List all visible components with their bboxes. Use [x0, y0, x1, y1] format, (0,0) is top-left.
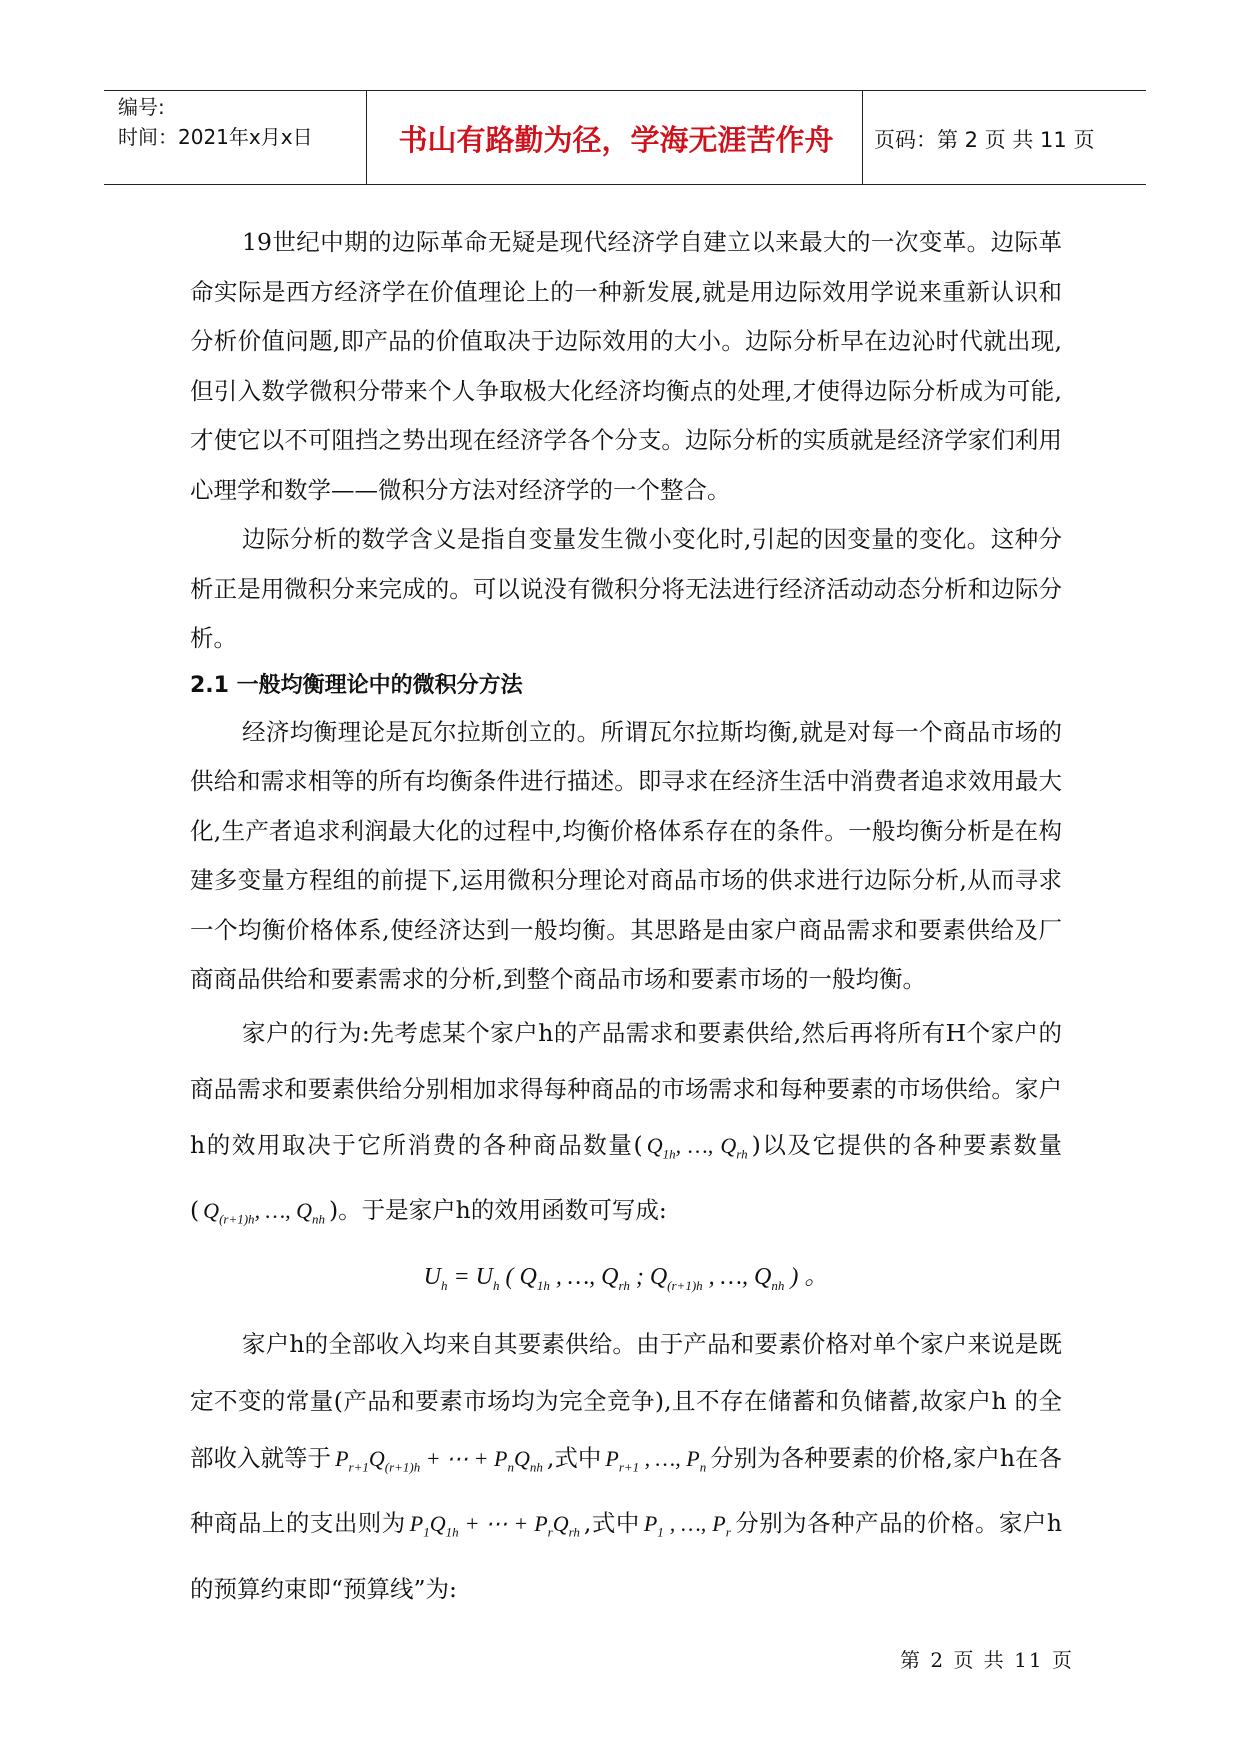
product-price-symbols: $P_1$ , …, $P_r$ — [643, 1511, 731, 1540]
header-page-label: 页码：第 2 页 共 11 页 — [874, 128, 1095, 152]
header-top-rule — [104, 90, 1146, 91]
quantity-range-formula: $Q_{1h}$, …, $Q_{rh}$ — [646, 1132, 748, 1161]
header-motto: 书山有路勤为径，学海无涯苦作舟 — [398, 123, 834, 157]
utility-function-equation: $U_h = U_h$ ( $Q_{1h}$ , …, $Q_{rh}$ ; $Q_{(r+1)h}$ , …, $Q_{nh}$ ) 。 — [423, 1264, 829, 1294]
header-meta — [118, 92, 313, 152]
header-bottom-rule — [104, 184, 1146, 185]
page-footer: 第 2 页 共 11 页 — [900, 1648, 1074, 1672]
factor-quantity-formula: $Q_{(r+1)h}$, …, $Q_{nh}$ — [203, 1197, 326, 1227]
paragraph-household-behavior: 家户的行为:先考虑某个家户h的产品需求和要素供给,然后再将所有H个家户的商品需求和要素供给分别相加求得每种商品的市场需求和每种要素的市场供给。家户h的效用取决于它所消费的各种商品数量( $Q_{1h}$, …, $Q_{rh}$ )以及它提供的各种要素数量( $Q_{(r+1)h}$, …, $Q_{nh}$ )。于是家户h的效用函数可写成: — [190, 1018, 1062, 1227]
paragraph-equilibrium-theory: 经济均衡理论是瓦尔拉斯创立的。所谓瓦尔拉斯均衡,就是对每一个商品市场的供给和需求相等的所有均衡条件进行描述。即寻求在经济生活中消费者追求效用最大化,生产者追求利润最大化的过程中,均衡价格体系存在的条件。一般均衡分析是在构建多变量方程组的前提下,运用微积分理论对商品市场的供求进行边际分析,从而寻求一个均衡价格体系,使经济达到一般均衡。其思路是由家户商品需求和要素供给及厂商商品供给和要素需求的分析,到整个商品市场和要素市场的一般均衡。 — [190, 717, 1062, 993]
document-time-label: 时间：2021年x月x日 — [118, 125, 313, 149]
document-body — [190, 218, 1062, 1618]
paragraph-household-income: 家户h的全部收入均来自其要素供给。由于产品和要素价格对单个家户来说是既定不变的常量(产品和要素市场均为完全竞争),且不存在储蓄和负储蓄,故家户h 的全部收入就等于 $P_{r+1}Q_{(r+1)h}$ + ⋯ + $P_nQ_{nh}$ ,式中 $P_{r+1}$ , …, $P_n$ 分别为各种要素的价格,家户h在各种商品上的支出则为 $P_1Q_{1h}$ + ⋯ + $P_rQ_{rh}$ ,式中 $P_1$ , …, $P_r$ 分别为各种产品的价格。家户h的预算约束即“预算线”为: — [190, 1330, 1063, 1603]
income-formula: $P_{r+1}Q_{(r+1)h}$ + ⋯ + $P_nQ_{nh}$ — [335, 1446, 543, 1475]
factor-price-symbols: $P_{r+1}$ , …, $P_n$ — [605, 1446, 707, 1475]
header-divider-right — [862, 90, 863, 185]
header-divider-left — [366, 90, 367, 185]
section-heading-2-1: 2.1 一般均衡理论中的微积分方法 — [190, 672, 523, 698]
paragraph-marginal-analysis: 边际分析的数学含义是指自变量发生微小变化时,引起的因变量的变化。这种分析正是用微积分来完成的。可以说没有微积分将无法进行经济活动动态分析和边际分析。 — [190, 525, 1062, 652]
document-number-label: 编号: — [118, 95, 165, 119]
expenditure-formula: $P_1Q_{1h}$ + ⋯ + $P_rQ_{rh}$ — [409, 1511, 580, 1540]
paragraph-marginal-revolution: 19世纪中期的边际革命无疑是现代经济学自建立以来最大的一次变革。边际革命实际是西方经济学在价值理论上的一种新发展,就是用边际效用学说来重新认识和分析价值问题,即产品的价值取决于边际效用的大小。边际分析早在边沁时代就出现,但引入数学微积分带来个人争取极大化经济均衡点的处理,才使得边际分析成为可能,才使它以不可阻挡之势出现在经济学各个分支。边际分析的实质就是经济学家们利用心理学和数学——微积分方法对经济学的一个整合。 — [190, 228, 1062, 504]
